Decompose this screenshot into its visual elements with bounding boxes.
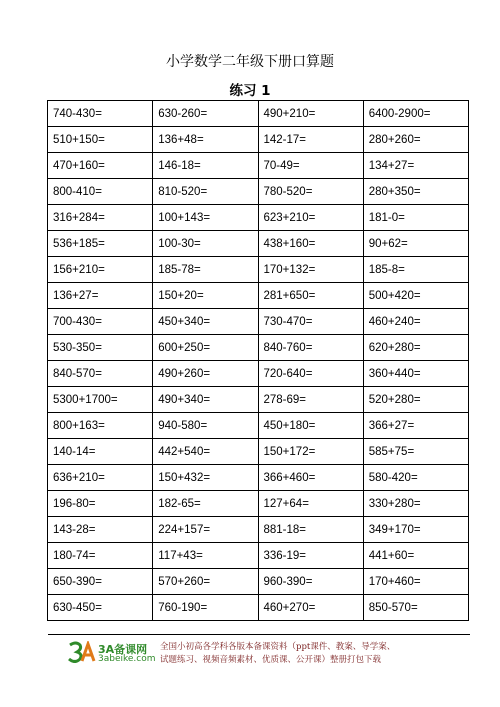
- problem-cell: 100+143=: [153, 205, 258, 231]
- footer-line-1: 全国小初高各学科各版本备课资料（ppt课件、教案、导学案、: [160, 642, 396, 652]
- table-row: [48, 257, 469, 283]
- problem-cell: 850-570=: [363, 595, 468, 621]
- problem-cell: 810-520=: [153, 179, 258, 205]
- problem-cell: 170+132=: [258, 257, 363, 283]
- problem-cell: 70-49=: [258, 153, 363, 179]
- problem-cell: 117+43=: [153, 543, 258, 569]
- problem-cell: 6400-2900=: [363, 101, 468, 127]
- problem-cell: 180-74=: [48, 543, 153, 569]
- arithmetic-table: [47, 100, 469, 621]
- problem-cell: 881-18=: [258, 517, 363, 543]
- problem-cell: 181-0=: [363, 205, 468, 231]
- problem-cell: 623+210=: [258, 205, 363, 231]
- problem-cell: 280+350=: [363, 179, 468, 205]
- table-row: [48, 491, 469, 517]
- problem-cell: 278-69=: [258, 387, 363, 413]
- problem-cell: 140-14=: [48, 439, 153, 465]
- site-logo[interactable]: [68, 641, 156, 665]
- problem-cell: 940-580=: [153, 413, 258, 439]
- problem-cell: 450+340=: [153, 309, 258, 335]
- table-row: [48, 309, 469, 335]
- footer-line-2: 试题练习、视频音频素材、优质课、公开课）整册打包下载: [160, 655, 382, 665]
- table-row: [48, 387, 469, 413]
- problem-cell: 720-640=: [258, 361, 363, 387]
- problem-cell: 780-520=: [258, 179, 363, 205]
- problem-cell: 280+260=: [363, 127, 468, 153]
- table-row: [48, 179, 469, 205]
- table-row: [48, 231, 469, 257]
- problem-cell: 840-570=: [48, 361, 153, 387]
- problem-cell: 150+432=: [153, 465, 258, 491]
- problem-cell: 470+160=: [48, 153, 153, 179]
- problem-cell: 530-350=: [48, 335, 153, 361]
- problem-cell: 441+60=: [363, 543, 468, 569]
- footer-promo-text: [160, 641, 460, 667]
- problem-cell: 330+280=: [363, 491, 468, 517]
- table-row: [48, 413, 469, 439]
- logo-3a-icon: [68, 641, 102, 663]
- page-title: 小学数学二年级下册口算题: [166, 54, 334, 70]
- logo-domain: 3abeike.com: [98, 654, 156, 664]
- problem-cell: 134+27=: [363, 153, 468, 179]
- problem-cell: 127+64=: [258, 491, 363, 517]
- table-row: [48, 361, 469, 387]
- problem-cell: 150+20=: [153, 283, 258, 309]
- table-row: [48, 543, 469, 569]
- problem-cell: 700-430=: [48, 309, 153, 335]
- problem-cell: 800-410=: [48, 179, 153, 205]
- problem-cell: 170+460=: [363, 569, 468, 595]
- problem-cell: 185-8=: [363, 257, 468, 283]
- problem-cell: 185-78=: [153, 257, 258, 283]
- problem-cell: 150+172=: [258, 439, 363, 465]
- problem-cell: 585+75=: [363, 439, 468, 465]
- exercise-heading: 练习 1: [229, 83, 271, 99]
- problem-cell: 536+185=: [48, 231, 153, 257]
- problem-cell: 840-760=: [258, 335, 363, 361]
- problem-cell: 636+210=: [48, 465, 153, 491]
- problem-cell: 316+284=: [48, 205, 153, 231]
- problem-cell: 438+160=: [258, 231, 363, 257]
- problem-cell: 760-190=: [153, 595, 258, 621]
- table-row: [48, 283, 469, 309]
- table-row: [48, 595, 469, 621]
- problem-cell: 349+170=: [363, 517, 468, 543]
- table-row: [48, 439, 469, 465]
- table-row: [48, 465, 469, 491]
- problem-cell: 960-390=: [258, 569, 363, 595]
- problem-cell: 143-28=: [48, 517, 153, 543]
- problem-cell: 182-65=: [153, 491, 258, 517]
- table-row: [48, 153, 469, 179]
- problem-cell: 620+280=: [363, 335, 468, 361]
- problem-cell: 442+540=: [153, 439, 258, 465]
- problem-cell: 450+180=: [258, 413, 363, 439]
- problem-cell: 570+260=: [153, 569, 258, 595]
- problem-cell: 490+340=: [153, 387, 258, 413]
- problem-cell: 740-430=: [48, 101, 153, 127]
- problem-cell: 500+420=: [363, 283, 468, 309]
- problem-cell: 490+210=: [258, 101, 363, 127]
- table-row: [48, 569, 469, 595]
- problem-cell: 5300+1700=: [48, 387, 153, 413]
- problem-cell: 146-18=: [153, 153, 258, 179]
- problem-cell: 366+460=: [258, 465, 363, 491]
- problem-cell: 360+440=: [363, 361, 468, 387]
- table-row: [48, 101, 469, 127]
- problem-cell: 142-17=: [258, 127, 363, 153]
- problem-cell: 630-450=: [48, 595, 153, 621]
- problem-cell: 490+260=: [153, 361, 258, 387]
- problem-cell: 580-420=: [363, 465, 468, 491]
- problem-cell: 800+163=: [48, 413, 153, 439]
- problem-cell: 600+250=: [153, 335, 258, 361]
- footer-divider: [48, 634, 470, 635]
- table-row: [48, 517, 469, 543]
- problem-cell: 630-260=: [153, 101, 258, 127]
- problem-cell: 224+157=: [153, 517, 258, 543]
- problem-cell: 281+650=: [258, 283, 363, 309]
- table-row: [48, 205, 469, 231]
- problem-cell: 196-80=: [48, 491, 153, 517]
- problem-cell: 460+240=: [363, 309, 468, 335]
- problem-cell: 510+150=: [48, 127, 153, 153]
- logo-site-name: 3A备课网: [98, 643, 148, 656]
- problem-cell: 156+210=: [48, 257, 153, 283]
- problem-cell: 136+48=: [153, 127, 258, 153]
- problem-cell: 650-390=: [48, 569, 153, 595]
- table-row: [48, 335, 469, 361]
- problem-cell: 336-19=: [258, 543, 363, 569]
- table-row: [48, 127, 469, 153]
- problem-cell: 100-30=: [153, 231, 258, 257]
- problem-cell: 136+27=: [48, 283, 153, 309]
- problem-cell: 90+62=: [363, 231, 468, 257]
- problem-cell: 520+280=: [363, 387, 468, 413]
- problem-cell: 366+27=: [363, 413, 468, 439]
- problem-cell: 460+270=: [258, 595, 363, 621]
- problem-cell: 730-470=: [258, 309, 363, 335]
